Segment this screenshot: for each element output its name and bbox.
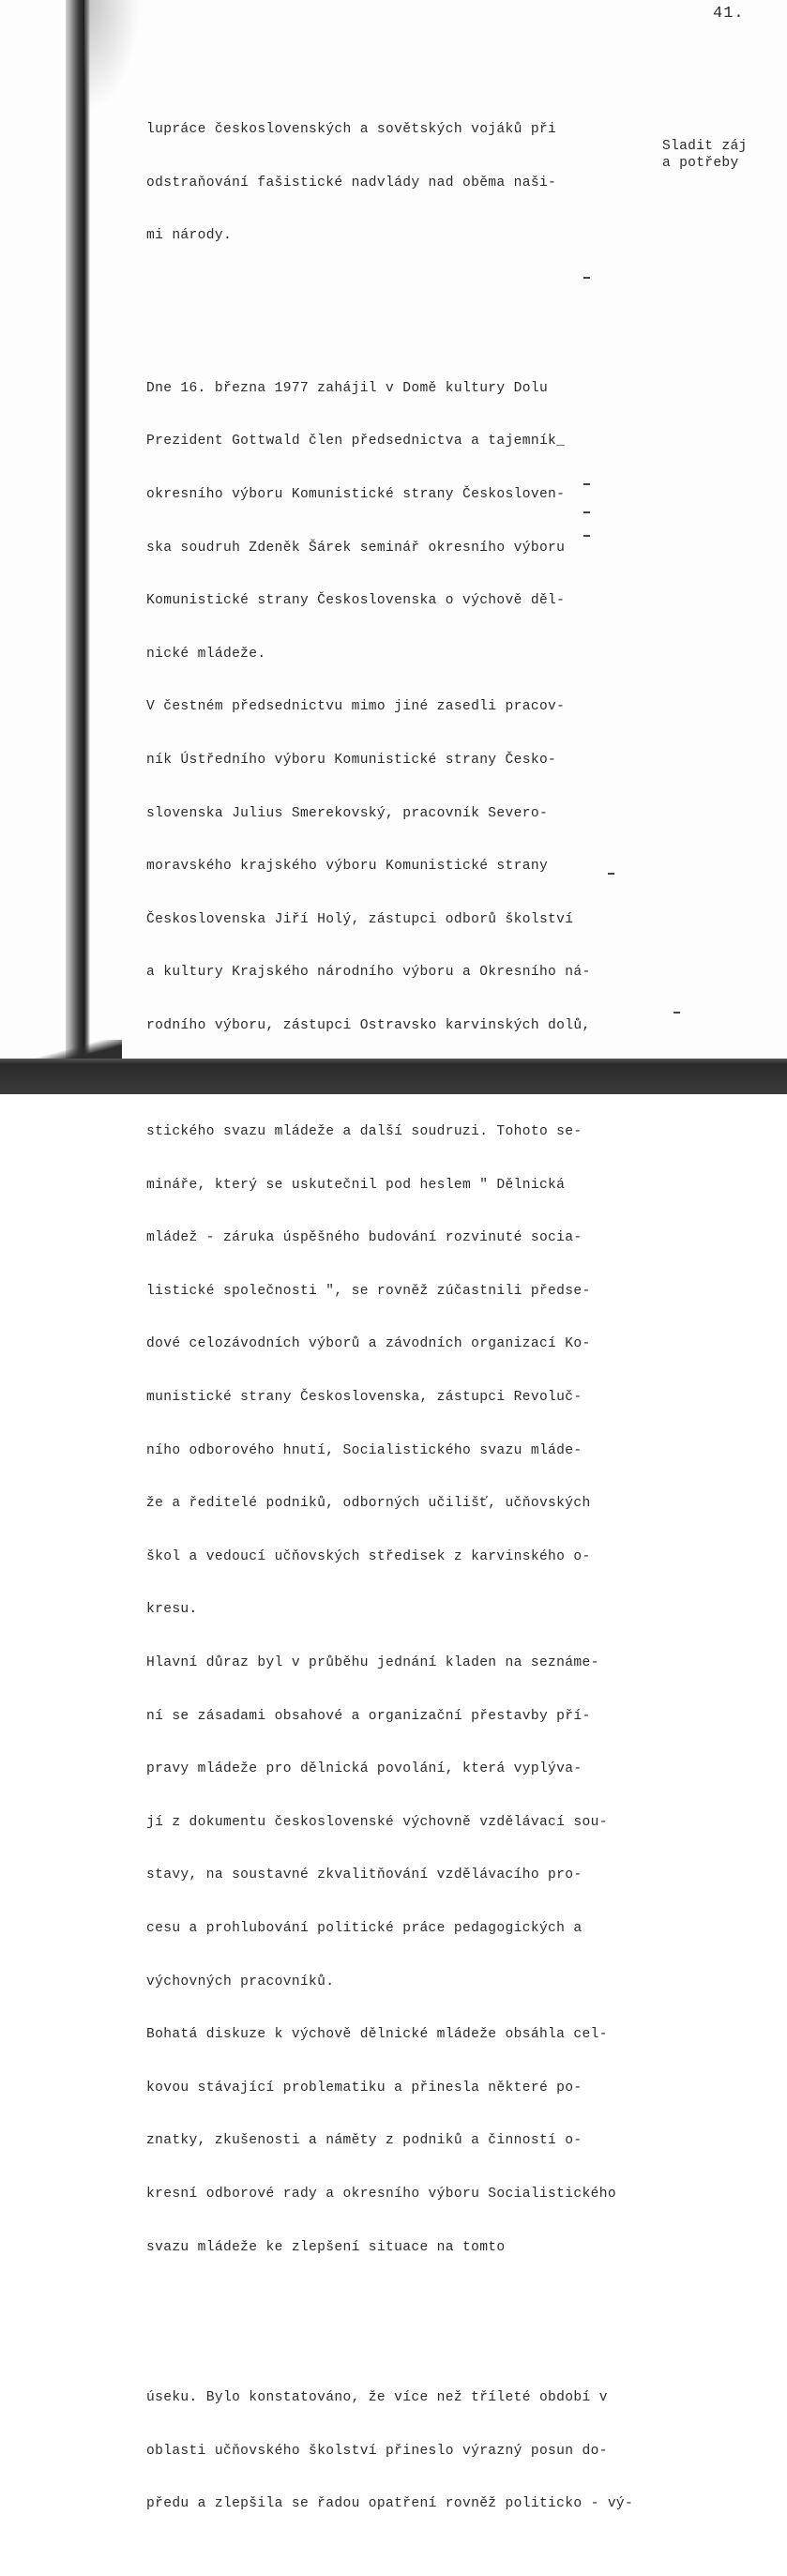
text-line: munistické strany Československa, zástupci Revoluč-: [146, 1390, 583, 1406]
scan-shadow: [84, 0, 141, 113]
text-line: předu a zlepšila se řadou opatření rovněž politicko - vý-: [146, 2496, 634, 2512]
text-line: stického svazu mládeže a další soudruzi. Tohoto se-: [146, 1124, 583, 1140]
text-line: Hlavní důraz byl v průběhu jednání kladen na seznáme-: [146, 1655, 599, 1671]
scan-bottom-edge: [0, 1059, 787, 1094]
margin-note-line: Sladit záj: [662, 139, 748, 154]
margin-note: [662, 138, 748, 172]
paragraph-conclusion: [146, 2356, 672, 2546]
text-line: Československa Jiří Holý, zástupci odborů školství: [146, 911, 574, 927]
text-line: ního odborového hnutí, Socialistického svazu mláde-: [146, 1442, 583, 1458]
text-line: Dne 16. března 1977 zahájil v Domě kultury Dolu: [146, 380, 549, 396]
margin-note-line: a potřeby: [662, 156, 739, 171]
margin-mark: [673, 1012, 680, 1014]
paragraph-seminar: [146, 347, 672, 2289]
text-line: znatky, zkušenosti a náměty z podniků a činností o-: [146, 2133, 583, 2149]
text-line: stavy, na soustavné zkvalitňování vzdělávacího pro-: [146, 1867, 583, 1883]
text-line: jí z dokumentu československé výchovně vzdělávací sou-: [146, 1814, 608, 1830]
text-line: ní se zásadami obsahové a organizační přestavby pří-: [146, 1708, 591, 1724]
text-line: nické mládeže.: [146, 646, 266, 662]
text-line: mládež - záruka úspěšného budování rozvinuté socia-: [146, 1230, 583, 1246]
text-line: kovou stávající problematiku a přinesla některé po-: [146, 2080, 583, 2096]
body-text: [146, 58, 672, 2576]
margin-mark: [583, 483, 590, 485]
text-line: výchovných pracovníků.: [146, 1974, 335, 1989]
text-line: rodního výboru, zástupci Ostravsko karvinských dolů,: [146, 1017, 591, 1033]
margin-mark: [583, 277, 590, 279]
page-number: 41.: [713, 5, 745, 23]
text-line: ník Ústředního výboru Komunistické strany Česko-: [146, 752, 557, 768]
margin-mark: [583, 511, 590, 513]
text-line: škol a vedoucí učňovských středisek z karvinského o-: [146, 1548, 591, 1564]
text-line: Bohatá diskuze k výchově dělnické mládeže obsáhla cel-: [146, 2027, 608, 2043]
text-line: dové celozávodních výborů a závodních organizací Ko-: [146, 1336, 591, 1352]
text-line: kresní odborové rady a okresního výboru Socialistického: [146, 2186, 616, 2202]
text-line: mináře, který se uskutečnil pod heslem " Dělnická: [146, 1177, 566, 1193]
text-line: že a ředitelé podniků, odborných učilišť, učňovských: [146, 1496, 591, 1512]
margin-mark: [608, 873, 614, 875]
text-line: slovenska Julius Smerekovský, pracovník Severo-: [146, 805, 549, 821]
text-line: listické společnosti ", se rovněž zúčastnili předse-: [146, 1283, 591, 1299]
text-line: V čestném předsednictvu mimo jiné zasedli pracov-: [146, 699, 566, 715]
text-line: ska soudruh Zdeněk Šárek seminář okresního výboru: [146, 540, 566, 556]
text-line: okresního výboru Komunistické strany Českosloven-: [146, 486, 566, 502]
text-line: úseku. Bylo konstatováno, že více než tříleté období v: [146, 2390, 608, 2406]
text-line: odstraňování fašistické nadvlády nad oběma naši-: [146, 175, 557, 191]
text-line: oblasti učňovského školství přineslo výrazný posun do-: [146, 2443, 608, 2459]
text-line: Prezident Gottwald člen předsednictva a tajemník_: [146, 434, 566, 450]
text-line: mi národy.: [146, 228, 233, 244]
text-line: kresu.: [146, 1602, 198, 1618]
text-line: svazu mládeže ke zlepšení situace na tomto: [146, 2239, 506, 2255]
text-line: pravy mládeže pro dělnická povolání, která vyplýva-: [146, 1761, 583, 1777]
margin-mark: [583, 535, 590, 537]
text-line: cesu a prohlubování politické práce pedagogických a: [146, 1921, 583, 1936]
text-line: a kultury Krajského národního výboru a Okresního ná-: [146, 965, 591, 981]
text-line: lupráce československých a sovětských vojáků při: [146, 122, 557, 137]
text-line: Komunistické strany Československa o výchově děl-: [146, 593, 566, 609]
binding-edge: [66, 0, 90, 1060]
text-line: moravského krajského výboru Komunistické strany: [146, 859, 549, 875]
paragraph-continuation: [146, 88, 672, 278]
